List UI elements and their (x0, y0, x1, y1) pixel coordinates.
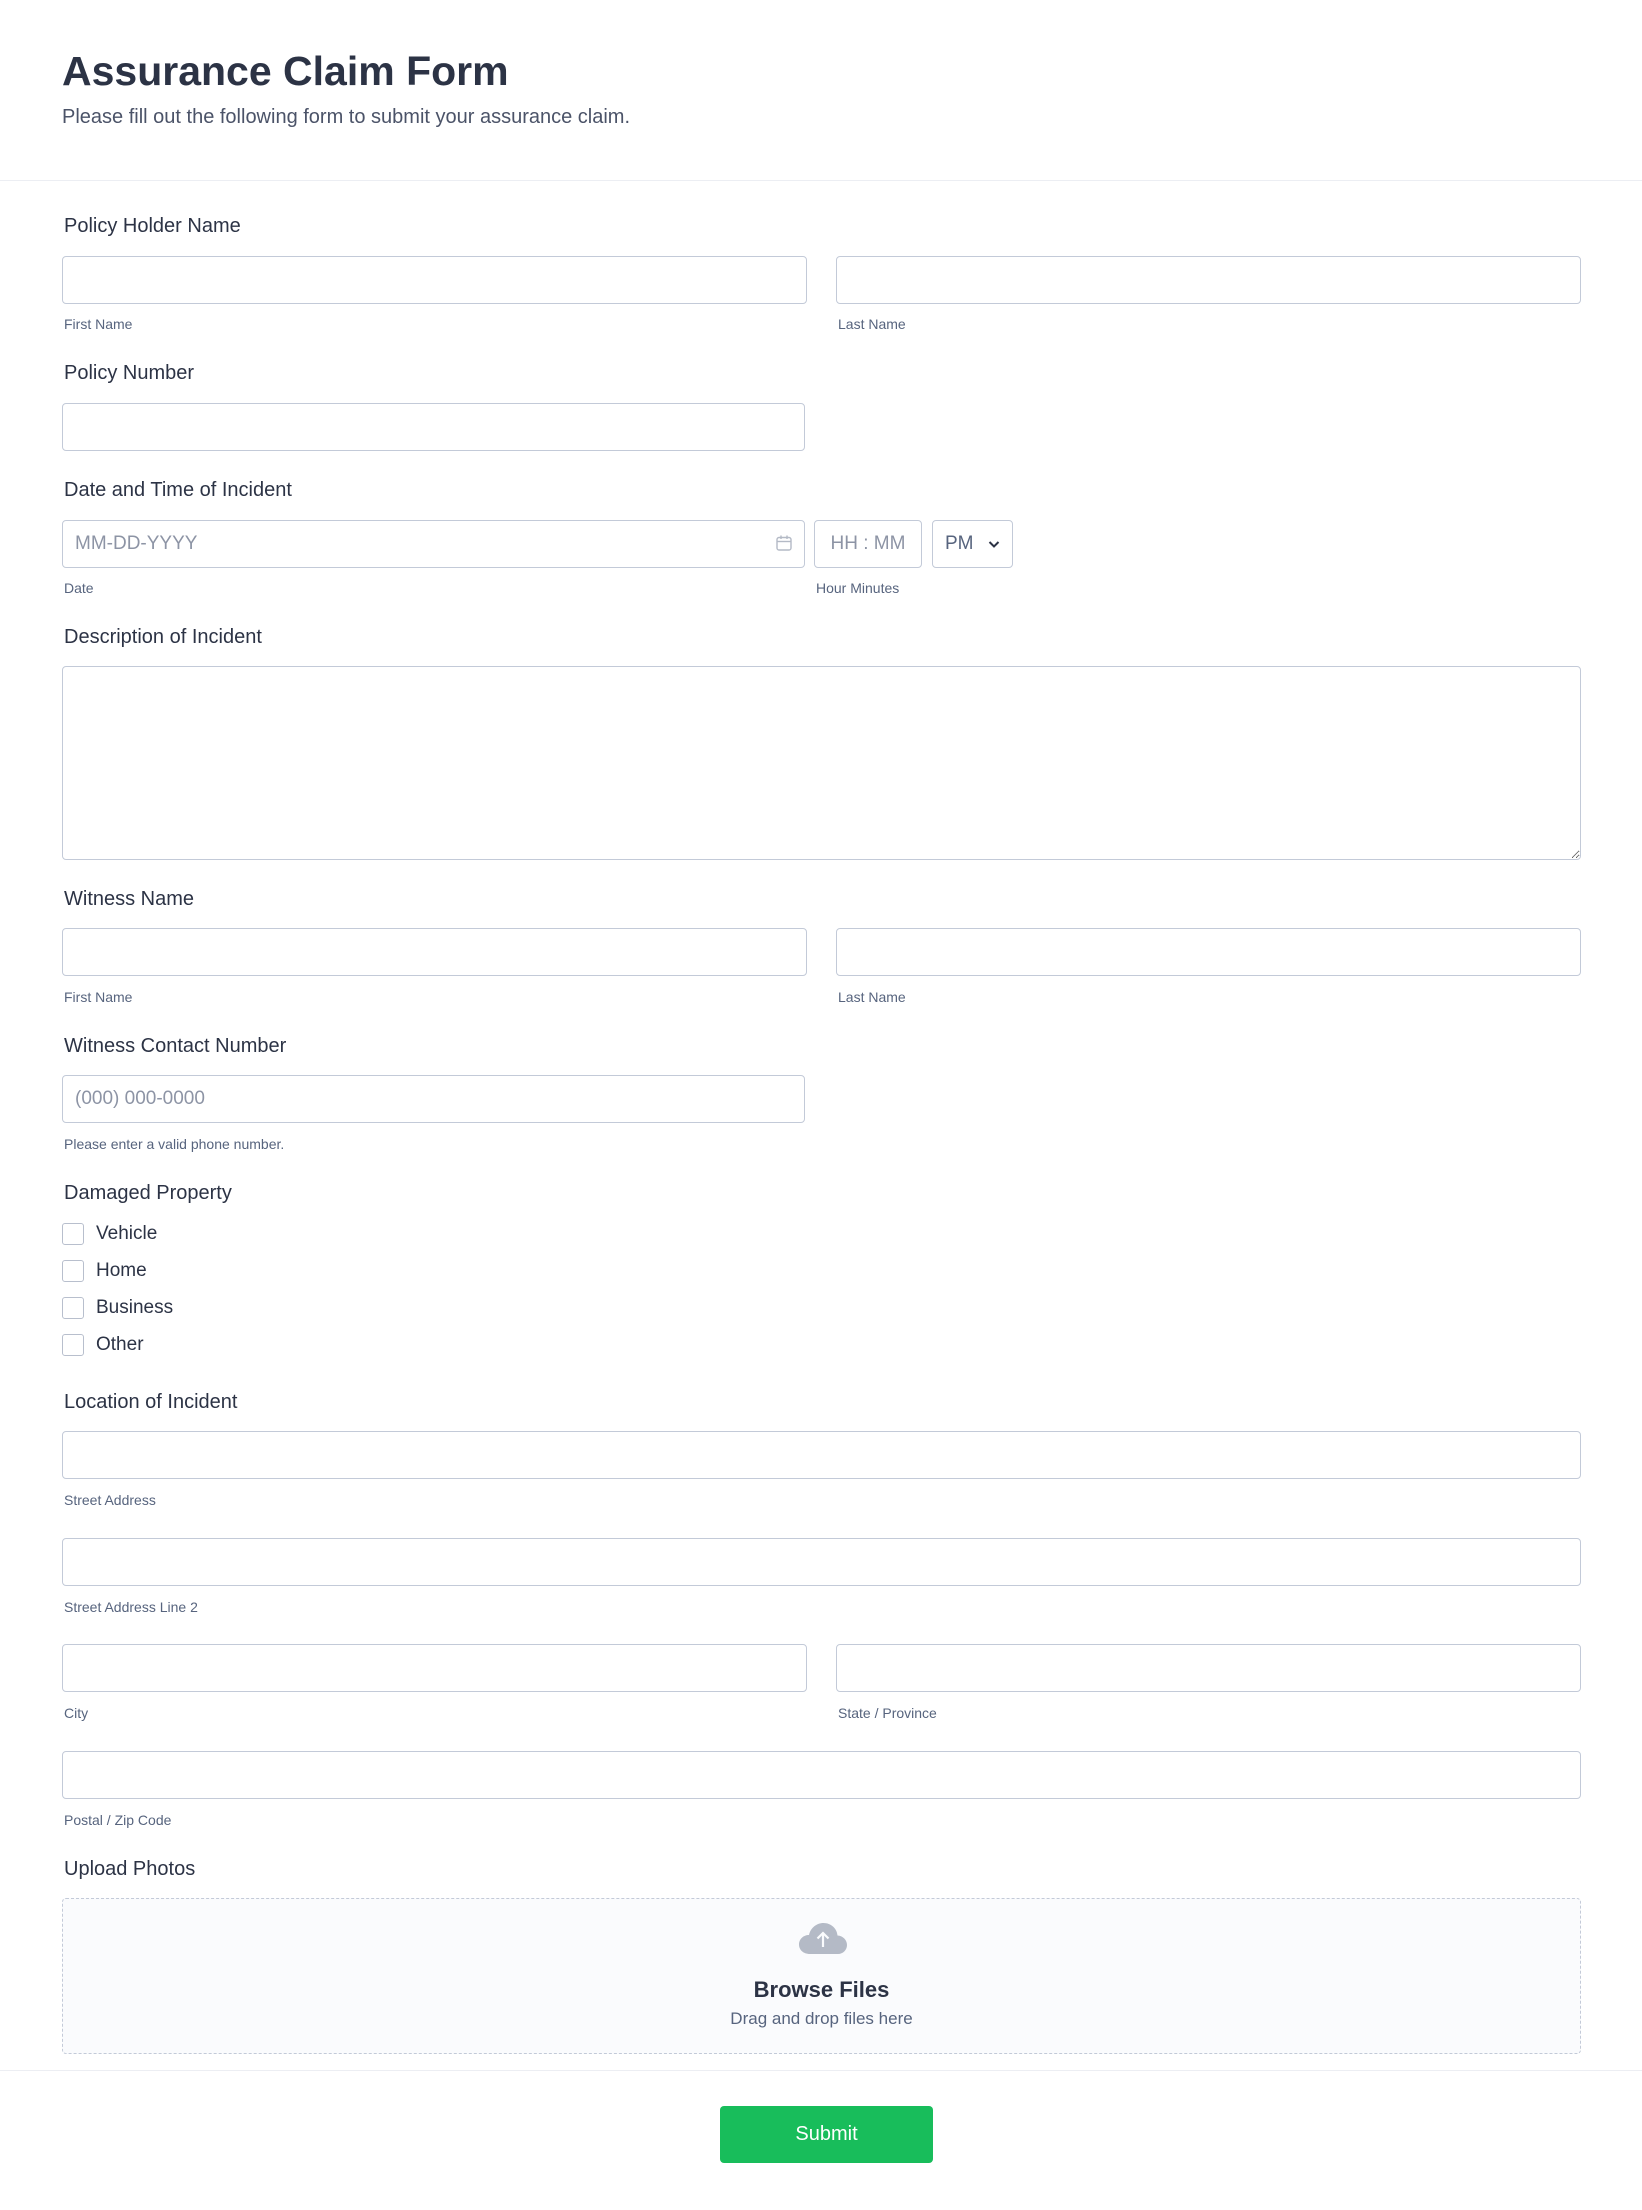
incident-time-sublabel: Hour Minutes (816, 580, 900, 596)
checkbox[interactable] (62, 1297, 84, 1319)
policy-number-input[interactable] (62, 403, 805, 451)
description-textarea[interactable] (62, 666, 1581, 860)
city-sublabel: City (64, 1705, 89, 1721)
witness-last-name-sublabel: Last Name (838, 989, 906, 1005)
damaged-property-label: Damaged Property (64, 1182, 232, 1204)
checkbox[interactable] (62, 1223, 84, 1245)
witness-contact-label: Witness Contact Number (64, 1035, 287, 1057)
description-label: Description of Incident (64, 626, 262, 648)
witness-phone-hint: Please enter a valid phone number. (64, 1136, 285, 1152)
cloud-upload-icon (798, 1921, 848, 1957)
location-label: Location of Incident (64, 1391, 238, 1413)
checkbox-option-other[interactable] (62, 1332, 144, 1358)
ampm-select[interactable] (932, 520, 1013, 568)
checkbox-label: Business (96, 1297, 174, 1318)
street-address-line2-input[interactable] (62, 1538, 1581, 1586)
policy-holder-last-name-input[interactable] (836, 256, 1581, 304)
form-title: Assurance Claim Form (62, 48, 509, 94)
incident-date-input[interactable] (62, 520, 805, 568)
incident-datetime-label: Date and Time of Incident (64, 479, 292, 501)
header-divider (0, 180, 1642, 181)
policy-number-label: Policy Number (64, 362, 195, 384)
incident-time-input[interactable]: HH : MM (814, 520, 922, 568)
witness-name-label: Witness Name (64, 888, 195, 910)
checkbox-option-home[interactable] (62, 1258, 147, 1284)
incident-date-sublabel: Date (64, 580, 94, 596)
checkbox-label: Vehicle (96, 1223, 158, 1244)
street-address-line2-sublabel: Street Address Line 2 (64, 1599, 198, 1615)
state-province-input[interactable] (836, 1644, 1581, 1692)
incident-date-field[interactable] (62, 520, 805, 568)
witness-first-name-input[interactable] (62, 928, 807, 976)
calendar-icon[interactable] (775, 534, 793, 552)
form-subtitle: Please fill out the following form to submit your assurance claim. (62, 106, 631, 128)
state-province-sublabel: State / Province (838, 1705, 937, 1721)
checkbox-option-vehicle[interactable] (62, 1221, 157, 1247)
browse-files-button[interactable]: Browse Files (753, 1977, 890, 2002)
policy-holder-name-label: Policy Holder Name (64, 215, 241, 237)
checkbox-label: Other (96, 1334, 144, 1355)
checkbox[interactable] (62, 1334, 84, 1356)
witness-phone-input[interactable] (62, 1075, 805, 1123)
policy-holder-last-name-sublabel: Last Name (838, 316, 906, 332)
footer-divider (0, 2070, 1642, 2071)
street-address-sublabel: Street Address (64, 1492, 156, 1508)
city-input[interactable] (62, 1644, 807, 1692)
ampm-value: PM (945, 533, 974, 554)
postal-code-sublabel: Postal / Zip Code (64, 1812, 172, 1828)
street-address-input[interactable] (62, 1431, 1581, 1479)
file-upload-dropzone[interactable] (62, 1898, 1581, 2054)
policy-holder-first-name-sublabel: First Name (64, 316, 133, 332)
upload-photos-label: Upload Photos (64, 1858, 196, 1880)
postal-code-input[interactable] (62, 1751, 1581, 1799)
submit-button[interactable]: Submit (720, 2106, 933, 2163)
checkbox[interactable] (62, 1260, 84, 1282)
chevron-down-icon (988, 540, 1000, 549)
checkbox-option-business[interactable] (62, 1295, 173, 1321)
witness-last-name-input[interactable] (836, 928, 1581, 976)
witness-first-name-sublabel: First Name (64, 989, 133, 1005)
drag-drop-hint: Drag and drop files here (730, 2009, 913, 2028)
policy-holder-first-name-input[interactable] (62, 256, 807, 304)
checkbox-label: Home (96, 1260, 147, 1281)
